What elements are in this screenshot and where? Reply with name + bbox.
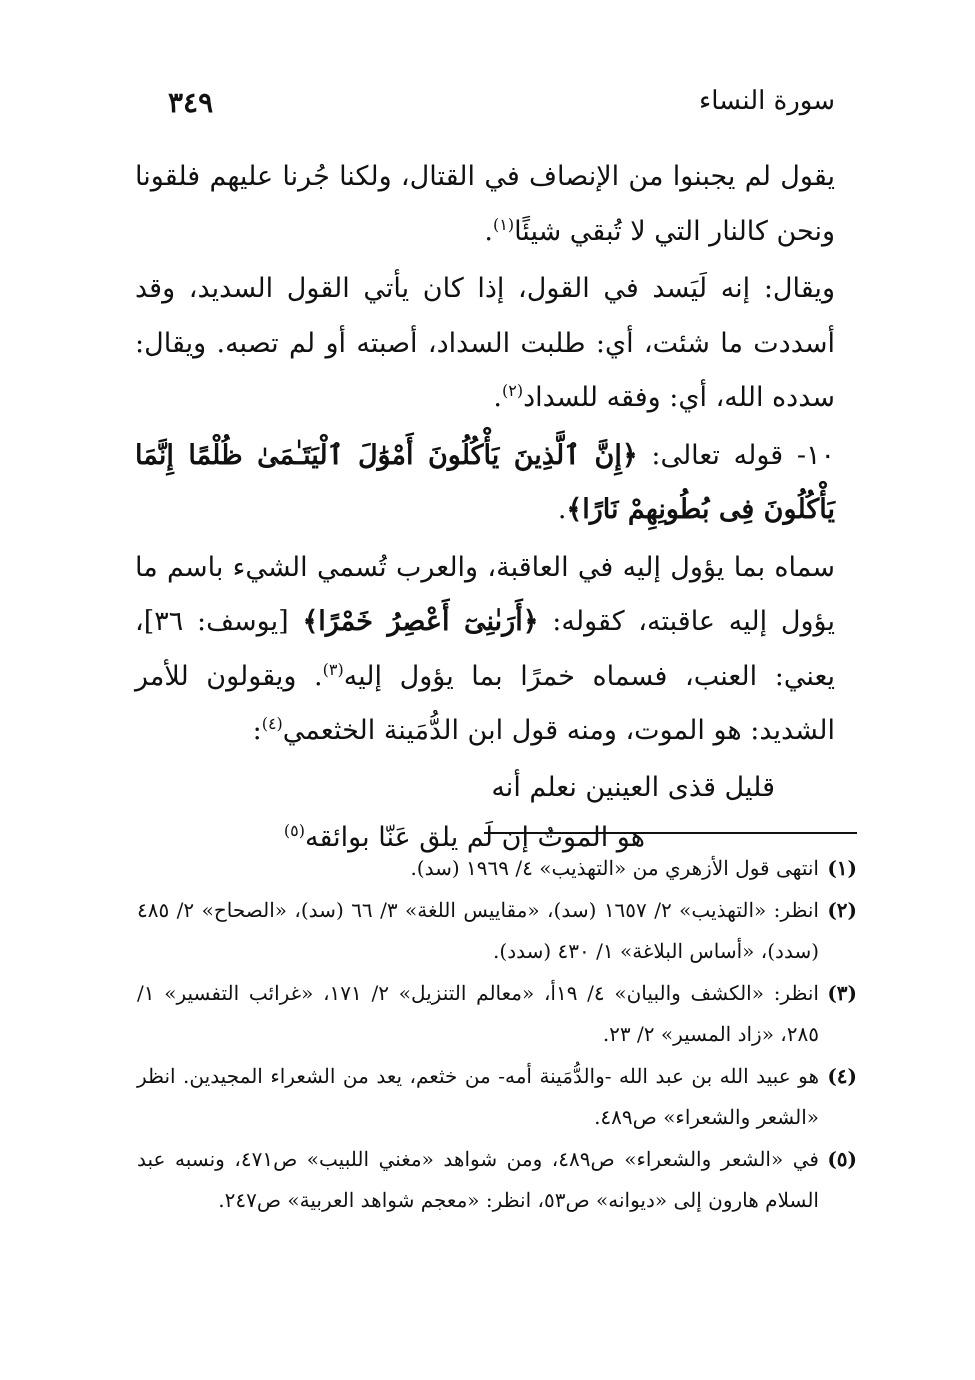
quran-verse: ﴿إِنَّ ٱلَّذِينَ يَأْكُلُونَ أَمْوَٰلَ ٱلْيَتَـٰمَىٰ ظُلْمًا إِنَّمَا يَأْكُلُونَ فِى بُطُونِهِمْ نَارًا﴾	[135, 439, 835, 525]
footnote-ref: (٣)	[322, 659, 344, 679]
paragraph-1	[135, 150, 835, 259]
paragraph-4	[135, 541, 835, 759]
paragraph-text: [يوسف: ٣٦]، يعني: العنب، فسماه خمرًا بما يؤول إليه	[135, 606, 836, 692]
paragraph-text: يقول لم يجبنوا من الإنصاف في القتال، ولكنا جُرنا عليهم فلقونا ونحن كالنار التي لا تُبقي شيئًا	[135, 161, 835, 247]
footnote-number: (٤)	[827, 1064, 857, 1088]
page-number: ٣٤٩	[168, 86, 214, 119]
footnote-ref: (٢)	[501, 381, 524, 400]
footnote-text: انظر: «التهذيب» ٢/ ١٦٥٧ (سد)، «مقاييس اللغة» ٣/ ٦٦ (سد)، «الصحاح» ٢/ ٤٨٥ (سدد)، «أساس البلاغة» ١/ ٤٣٠ (سدد).	[137, 898, 819, 963]
poem-line-1: قليل قذى العينين نعلم أنه	[491, 771, 775, 803]
paragraph-2	[135, 262, 835, 426]
footnote	[137, 890, 857, 972]
paragraph-text: سماه بما يؤول إليه في العاقبة، والعرب تُسمي الشيء باسم ما يؤول إليه عاقبته، كقوله:	[135, 551, 835, 637]
punctuation: .	[493, 382, 502, 413]
footnote-text: انظر: «الكشف والبيان» ٤/ ١٩أ، «معالم التنزيل» ٢/ ١٧١، «غرائب التفسير» ١/ ٢٨٥، «زاد المسير» ٢/ ٢٣.	[137, 981, 819, 1046]
punctuation: .	[484, 215, 493, 247]
paragraph-text: ويقال: إنه لَيَسد في القول، إذا كان يأتي القول السديد، وقد أسددت ما شئت، أي: طلبت السداد، أصبته أو لم تصبه. ويقال: سدده الله، أي: وفقه للسداد	[135, 273, 835, 413]
footnote-text: انتهى قول الأزهري من «التهذيب» ٤/ ١٩٦٩ (سد).	[410, 856, 819, 880]
footnote-text: في «الشعر والشعراء» ص٤٨٩، ومن شواهد «مغني اللبيب» ص٤٧١، ونسبه عبد السلام هارون إلى «ديوانه» ص٥٣، انظر: «معجم شواهد العربية» ص٢٤٧.	[137, 1147, 819, 1212]
footnote-number: (١)	[827, 856, 857, 880]
footnote-separator	[484, 832, 857, 834]
footnote-text: هو عبيد الله بن عبد الله -والدُّمَينة أمه- من خثعم، يعد من الشعراء المجيدين. انظر «الشعر والشعراء» ص٤٨٩.	[137, 1064, 819, 1129]
quran-verse: ﴿أَرَىٰنِىٓ أَعْصِرُ خَمْرًا﴾	[302, 606, 539, 637]
footnote-number: (٥)	[827, 1147, 857, 1171]
footnote-ref: (١)	[492, 214, 515, 234]
running-header-title: سورة النساء	[699, 86, 835, 116]
footnote-ref: (٤)	[261, 714, 283, 733]
footnote	[137, 1139, 857, 1221]
footnote	[137, 1056, 857, 1138]
paragraph-3	[135, 429, 835, 538]
footnote-ref: (٥)	[283, 820, 306, 840]
footnote	[137, 848, 857, 889]
paragraph-text: . ويقولون للأمر الشديد: هو الموت، ومنه قول ابن الدُّمَينة الخثعمي	[135, 660, 835, 746]
footnotes	[137, 848, 857, 1222]
verse-intro: ١٠- قوله تعالى:	[637, 439, 835, 471]
main-text	[135, 150, 835, 863]
punctuation: :	[252, 715, 262, 746]
footnote	[137, 973, 857, 1055]
punctuation: .	[557, 494, 567, 525]
footnote-number: (٣)	[827, 981, 857, 1005]
poem-text: هو الموتُ إن لَم يلق عَنّا بوائقه	[305, 821, 645, 853]
footnote-number: (٢)	[827, 898, 857, 922]
